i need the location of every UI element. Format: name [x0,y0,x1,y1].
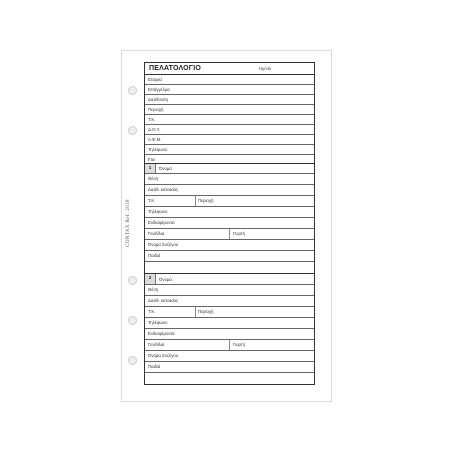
divider [195,307,196,317]
contact-1-blank-row[interactable] [145,262,314,274]
field-label: Διεύθυνση [148,97,169,102]
contact-1-name-row[interactable] [145,164,314,174]
punch-hole [128,316,137,325]
field-label: Τ.Κ. [148,117,156,122]
contact-1-postcode-area-row[interactable] [145,196,314,207]
title-row [145,63,314,75]
field-label: Εταιρία [148,77,162,82]
field-label: Παιδιά [148,253,161,258]
contact-number: 2 [145,274,156,284]
field-label: Ενδιαφέροντα [148,331,175,336]
field-row-address[interactable] [145,95,314,105]
contact-2-home-address-row[interactable] [145,296,314,307]
field-label: Διεύθ. κατοικίας [148,298,179,303]
field-label: Επάγγελμα [148,87,170,92]
contact-2-birthday-nameday-row[interactable] [145,340,314,351]
field-label: Τ.Κ. [148,198,156,203]
field-label: Τηλέφωνο [148,147,168,152]
field-row-fax[interactable] [145,155,314,164]
field-label: Γιορτή [233,231,245,236]
contact-2-name-row[interactable] [145,274,314,285]
contact-2-blank-row[interactable] [145,373,314,385]
contact-1-interests-row[interactable] [145,218,314,229]
divider [229,340,230,350]
form-title: ΠΕΛΑΤΟΛΟΓΙΟ [149,65,201,72]
field-row-profession[interactable] [145,85,314,95]
contact-2-position-row[interactable] [145,285,314,296]
contact-2-interests-row[interactable] [145,329,314,340]
field-row-phone[interactable] [145,145,314,155]
contact-2-spouse-row[interactable] [145,351,314,362]
field-label: Α.Φ.Μ. [148,137,162,142]
client-record-form [144,62,315,385]
divider [195,196,196,206]
field-label: Παιδιά [148,364,161,369]
field-label: Θέση [148,176,159,181]
field-label: Περιοχή [198,309,214,314]
field-label: Όνομα [159,166,172,171]
field-label: Όνομα Συζύγου [148,242,179,247]
field-label: Γιορτή [233,342,245,347]
contact-number: 1 [145,164,156,173]
date-label: Ημ/νία [259,66,272,71]
field-label: Θέση [148,287,159,292]
field-label: Όνομα [159,277,172,282]
side-code: CONTAX Ref. 2018 [126,199,131,247]
field-label: Δ.Ο.Υ. [148,127,161,132]
contact-1-spouse-row[interactable] [145,240,314,251]
punch-hole [128,126,137,135]
field-row-tax-office[interactable] [145,125,314,135]
field-label: Διεύθ. κατοικίας [148,187,179,192]
punch-hole [128,86,137,95]
field-label: Τηλέφωνο [148,320,168,325]
field-label: Γενέθλια [148,231,165,236]
contact-1-home-address-row[interactable] [145,185,314,196]
field-label: Τ.Κ. [148,309,156,314]
contact-2-children-row[interactable] [145,362,314,373]
contact-2-postcode-area-row[interactable] [145,307,314,318]
field-label: Ενδιαφέροντα [148,220,175,225]
field-label: Περιοχή [198,198,214,203]
field-label: Τηλέφωνο [148,209,168,214]
punch-hole [128,356,137,365]
contact-2-phone-row[interactable] [145,318,314,329]
field-row-postcode[interactable] [145,115,314,125]
contact-1-phone-row[interactable] [145,207,314,218]
field-row-vat-number[interactable] [145,135,314,145]
field-label: Fax [148,157,156,162]
contact-1-position-row[interactable] [145,174,314,185]
contact-1-birthday-nameday-row[interactable] [145,229,314,240]
field-row-company[interactable] [145,75,314,85]
field-label: Γενέθλια [148,342,165,347]
contact-1-children-row[interactable] [145,251,314,262]
field-row-area[interactable] [145,105,314,115]
divider [229,229,230,239]
field-label: Περιοχή [148,107,164,112]
field-label: Όνομα Συζύγου [148,353,179,358]
